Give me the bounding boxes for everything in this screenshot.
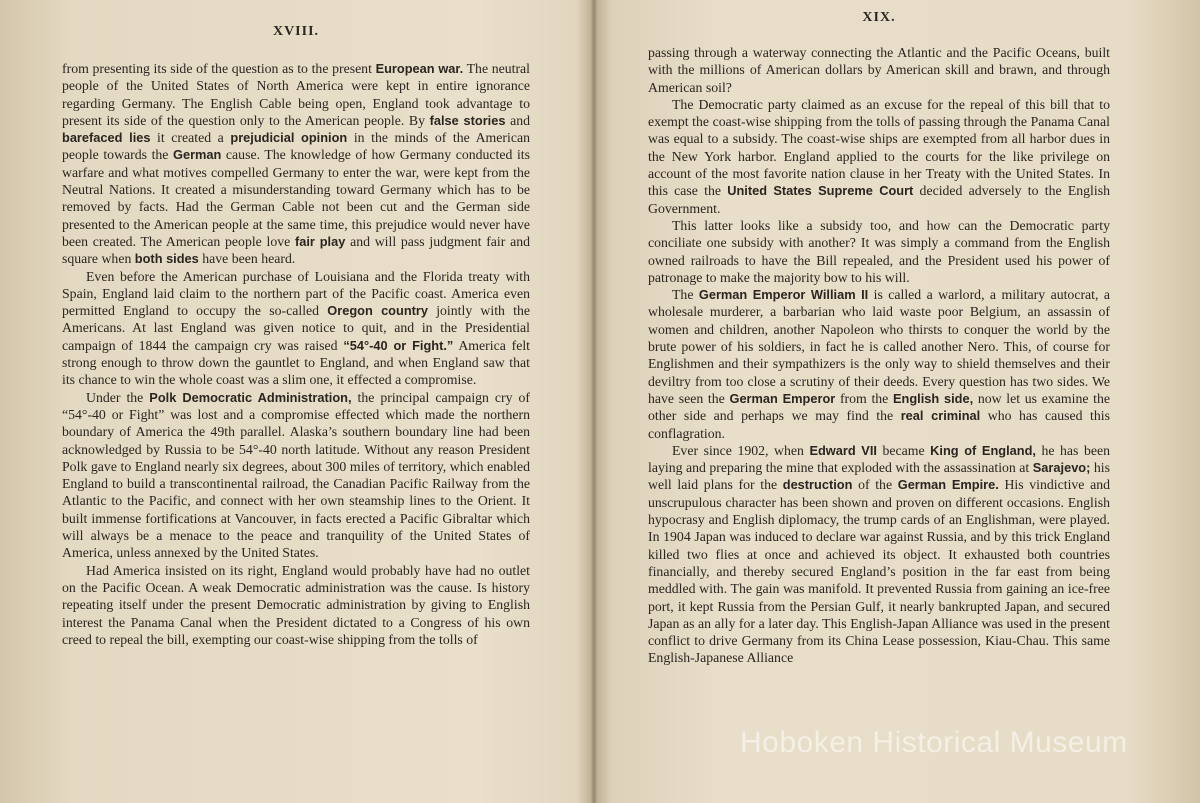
bold-phrase: European war. bbox=[375, 61, 464, 76]
paragraph: Ever since 1902, when Edward VII became King of England, he has been laying and preparing the mine that exploded with the assassination at Sarajevo; his well laid plans for the destruction of the German Empire. His vindictive and unscrupulous character has been shown and proven on different occasions. English hypocrasy and English diplomacy, the trump cards of an Englishman, were played. In 1904 Japan was induced to declare war against Russia, and by this trick England killed two flies at once and achieved its object. It exhausted both countries financially, and thereby secured England’s position in the far east from being meddled with. The gain was manifold. It prevented Russia from gaining an ice-free port, it kept Russia from the Persian Gulf, it nearly bankrupted Japan, and secured Japan as an ally for a later day. This English-Japan Alliance was used in the present conflict to drive Germany from its China Lease possession, Kiau-Chau. This same English-Japanese Alliance bbox=[648, 442, 1110, 666]
museum-watermark: Hoboken Historical Museum bbox=[740, 726, 1128, 759]
paragraph: The German Emperor William II is called a warlord, a military autocrat, a wholesale murderer, a barbarian who laid waste poor Belgium, an assassin of women and children, another Napoleon who thirsts to conquer the world by the brute power of his soldiers, in fact he is called another Nero. This, of course for Englishmen and their sympathizers is the only way to shield themselves and their deviltry from too close a scrutiny of their deeds. Every question has two sides. We have seen the German Emperor from the English side, now let us examine the other side and perhaps we may find the real criminal who has caused this conflagration. bbox=[648, 287, 1111, 441]
bold-phrase: German Empire. bbox=[897, 477, 999, 493]
bold-phrase: false stories bbox=[429, 112, 506, 128]
bold-phrase: Sarajevo; bbox=[1032, 460, 1091, 476]
bold-phrase: both sides bbox=[134, 251, 199, 267]
bold-phrase: Edward VII bbox=[809, 442, 877, 458]
bold-phrase: prejudicial opinion bbox=[230, 130, 348, 146]
bold-phrase: German Emperor William II bbox=[698, 287, 869, 303]
bold-phrase: destruction bbox=[782, 477, 853, 493]
book-gutter bbox=[591, 0, 597, 803]
page-number-right: XIX. bbox=[862, 10, 896, 25]
page-number-left: XVIII. bbox=[272, 24, 320, 39]
right-page-body bbox=[648, 44, 1110, 667]
bold-phrase: German Emperor bbox=[729, 390, 836, 406]
paragraph: The Democratic party claimed as an excuse for the repeal of this bill that to exempt the coast-wise shipping from the tolls of passing through the Panama Canal was equal to a subsidy. The coast-wise ships are exempted from all harbor dues in the New York harbor. England applied to the courts for the like privilege on account of the most favorite nation clause in her Treaty with the United States. In this case the United States Supreme Court decided adversely to the English Government. bbox=[648, 96, 1110, 216]
bold-phrase: fair play bbox=[295, 233, 346, 249]
paragraph: Under the Polk Democratic Administration, the principal campaign cry of “54°-40 or Fight” was lost and a compromise effected which made the northern boundary of America the 49th parallel. Alaska’s southern boundary line had been acknowledged by Russia to be 54°-40 north latitude. Without any reason President Polk gave to England nearly six degrees, about 300 miles of territory, which enabled England to build a transcontinental railroad, the Canadian Pacific Railway from the Atlantic to the Pacific, and connect with her own steamship lines to the Orient. It built immense fortifications at Vancouver, in facts erected a Pacific Gibraltar which will always be a menace to the peace and tranquility of the United States of America, unless annexed by the United States. bbox=[62, 389, 530, 561]
bold-phrase: real criminal bbox=[900, 408, 981, 424]
bold-phrase: “54°-40 or Fight.” bbox=[343, 337, 454, 353]
left-page-body bbox=[62, 60, 530, 648]
bold-phrase: English side, bbox=[893, 390, 974, 406]
paragraph: passing through a waterway connecting the Atlantic and the Pacific Oceans, built with the millions of American dollars by American skill and brawn, and through American soil? bbox=[648, 45, 1110, 95]
bold-phrase: Oregon country bbox=[327, 303, 428, 319]
paragraph: Had America insisted on its right, England would probably have had no outlet on the Pacific Ocean. A weak Democratic administration was the cause. Is history repeating itself under the present Democratic administration by giving to English interest the Panama Canal when the President dictated to a Congress of his own creed to repeal the bill, exempting our coast-wise shipping from the tolls of bbox=[62, 562, 530, 647]
paragraph: Even before the American purchase of Louisiana and the Florida treaty with Spain, England laid claim to the northern part of the Pacific coast. America even permitted England to occupy the so-called Oregon country jointly with the Americans. At last England was given notice to quit, and in the Presidential campaign of 1844 the campaign cry was raised “54°-40 or Fight.” America felt strong enough to throw down the gauntlet to England, and when England saw that its chance to win the whole coast was a slim one, it effected a compromise. bbox=[62, 268, 531, 388]
bold-phrase: United States Supreme Court bbox=[727, 183, 914, 199]
paragraph: This latter looks like a subsidy too, and how can the Democratic party conciliate one subsidy with another? It was simply a command from the English owned railroads to have the Bill repealed, and the President used his power of patronage to make the majority bow to his will. bbox=[648, 217, 1110, 285]
bold-phrase: Polk Democratic Administration, bbox=[149, 389, 352, 405]
bold-phrase: King of England, bbox=[930, 442, 1036, 458]
paragraph: from presenting its side of the question as to the present European war. The neutral people of the United States of North America were kept in entire ignorance regarding Germany. The English Cable being open, England took advantage to present its side of the question only to the American people. By false stories and barefaced lies it created a prejudicial opinion in the minds of the American people towards the German cause. The knowledge of how Germany conducted its warfare and what motives compelled Germany to enter the war, were kept from the Neutral Nations. It created a misunderstanding toward Germany which has to be removed by facts. Had the German Cable not been cut and the German side presented to the American people at the same time, this prejudice would never have been created. The American people love fair play and will pass judgment fair and square when both sides have been heard. bbox=[62, 61, 531, 267]
right-page bbox=[600, 0, 1200, 803]
bold-phrase: German bbox=[173, 147, 222, 163]
bold-phrase: barefaced lies bbox=[62, 130, 151, 146]
